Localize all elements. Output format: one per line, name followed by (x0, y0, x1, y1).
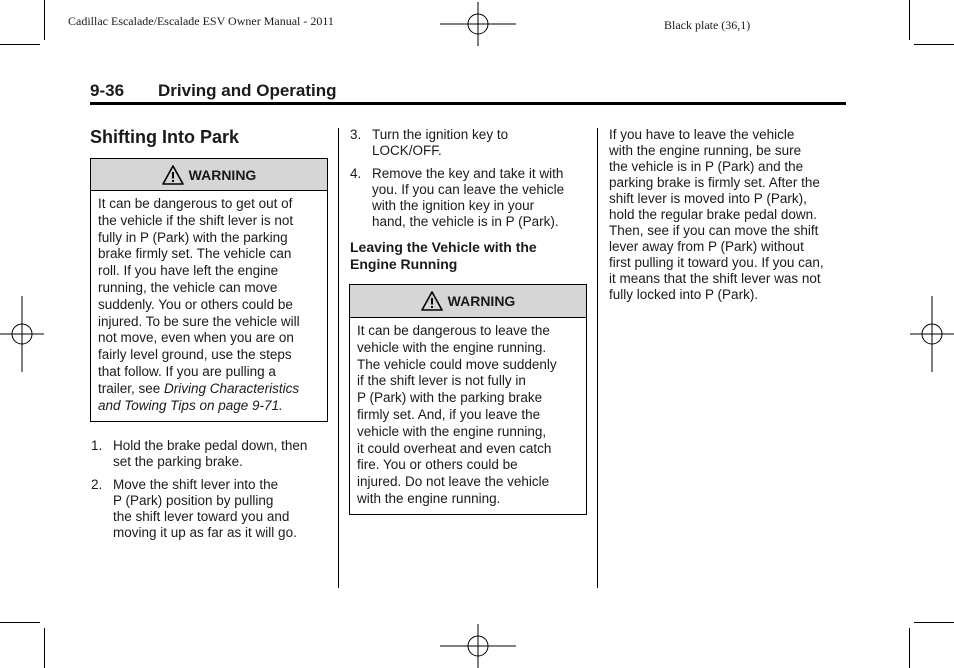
warning-ref-prefix: trailer, see (98, 380, 165, 396)
warning-line: fairly level ground, use the steps (98, 347, 292, 363)
step-number: 4. (350, 166, 362, 181)
registration-target-icon (0, 296, 44, 372)
step-number: 1. (91, 438, 103, 453)
crop-mark (0, 44, 40, 45)
column-divider (597, 128, 598, 588)
warning-line: It can be dangerous to get out of (98, 196, 293, 211)
warning-triangle-icon (162, 165, 184, 185)
step-line: moving it up as far as it will go. (113, 525, 297, 540)
paragraph-line: fully locked into P (Park). (609, 287, 759, 302)
page-number: 9-36 (90, 81, 125, 100)
body-paragraph (609, 127, 849, 303)
warning-line: that follow. If you are pulling a (98, 363, 276, 379)
paragraph-line: the vehicle is in P (Park) and the (609, 159, 804, 174)
warning-label: WARNING (447, 293, 516, 309)
warning-line: fully in P (Park) with the parking (98, 229, 288, 245)
section-name: Driving and Operating (158, 81, 337, 100)
warning-line: P (Park) with the parking brake (357, 390, 543, 406)
warning-line (98, 398, 320, 415)
warning-line: brake firmly set. The vehicle can (98, 246, 292, 262)
warning-line (98, 381, 320, 398)
step-text (372, 127, 508, 159)
warning-header (350, 285, 586, 318)
paragraph-line: hold the regular brake pedal down. (609, 207, 817, 222)
warning-box (349, 284, 587, 515)
step-line: Turn the ignition key to (372, 127, 509, 142)
crop-mark (0, 622, 40, 623)
warning-header (91, 159, 327, 191)
step-line: with the ignition key in your (372, 198, 535, 213)
step-line: the shift lever toward you and (113, 509, 290, 524)
step-text (113, 477, 297, 541)
list-item (350, 127, 590, 161)
warning-line: The vehicle could move suddenly (357, 356, 557, 372)
warning-box (90, 158, 328, 422)
list-item (91, 438, 331, 472)
warning-line: if the shift lever is not fully in (357, 373, 526, 389)
registration-target-icon (440, 624, 516, 668)
warning-line: It can be dangerous to leave the (357, 323, 550, 338)
crop-mark (909, 628, 910, 668)
step-number: 2. (91, 477, 103, 492)
crop-mark (44, 0, 45, 40)
warning-line: fire. You or others could be (357, 457, 518, 473)
plate-label: Black plate (36,1) (664, 18, 751, 32)
registration-target-icon (440, 2, 516, 46)
warning-triangle-icon (421, 291, 443, 311)
subheading-line: Leaving the Vehicle with the (350, 239, 537, 255)
warning-line: injured. Do not leave the vehicle (357, 474, 550, 490)
warning-text (91, 191, 327, 414)
cross-reference-link[interactable]: Driving Characteristics (164, 380, 300, 396)
warning-line: suddenly. You or others could be (98, 296, 293, 312)
warning-line: running, the vehicle can move (98, 279, 278, 295)
section-heading (90, 81, 337, 101)
section-rule (90, 102, 846, 105)
paragraph-line: If you have to leave the vehicle (609, 127, 795, 142)
warning-line: with the engine running. (357, 490, 501, 506)
step-line: you. If you can leave the vehicle (372, 182, 565, 197)
paragraph-line: it means that the shift lever was not (609, 271, 821, 286)
warning-line: roll. If you have left the engine (98, 263, 279, 279)
step-number: 3. (350, 127, 362, 142)
topic-title: Shifting Into Park (90, 127, 240, 147)
warning-line: it could overheat and even catch (357, 440, 552, 456)
cross-reference-link[interactable]: and Towing Tips on page 9-71. (98, 397, 283, 413)
column-divider (338, 128, 339, 588)
crop-mark (44, 628, 45, 668)
warning-line: vehicle with the engine running, (357, 423, 547, 439)
warning-line: firmly set. And, if you leave the (357, 406, 541, 422)
crop-mark (914, 44, 954, 45)
crop-mark (909, 0, 910, 40)
step-line: Remove the key and take it with (372, 166, 564, 181)
list-item (350, 166, 590, 232)
subheading (350, 239, 590, 273)
paragraph-line: with the engine running, be sure (609, 143, 802, 158)
warning-line: vehicle with the engine running. (357, 339, 547, 355)
list-item (91, 477, 331, 543)
step-line: set the parking brake. (113, 454, 243, 469)
warning-text (350, 318, 586, 508)
step-line: LOCK/OFF. (372, 143, 442, 158)
paragraph-line: lever away from P (Park) without (609, 239, 804, 254)
paragraph-line: parking brake is firmly set. After the (609, 175, 820, 190)
step-line: Move the shift lever into the (113, 477, 279, 492)
subheading-line: Engine Running (350, 256, 458, 272)
paragraph-line: shift lever is moved into P (Park), (609, 191, 807, 206)
step-line: P (Park) position by pulling (113, 493, 274, 508)
manual-title: Cadillac Escalade/Escalade ESV Owner Manual - 2011 (68, 14, 334, 28)
warning-line: injured. To be sure the vehicle will (98, 313, 300, 329)
registration-target-icon (910, 296, 954, 372)
warning-line: the vehicle if the shift lever is not (98, 212, 294, 228)
step-line: Hold the brake pedal down, then (113, 438, 308, 453)
warning-line: not move, even when you are on (98, 330, 294, 346)
step-line: hand, the vehicle is in P (Park). (372, 214, 559, 229)
step-text (113, 438, 307, 470)
warning-label: WARNING (188, 166, 257, 183)
paragraph-line: Then, see if you can move the shift (609, 223, 819, 238)
paragraph-line: first pulling it toward you. If you can, (609, 255, 824, 270)
crop-mark (914, 622, 954, 623)
step-text (372, 166, 564, 230)
